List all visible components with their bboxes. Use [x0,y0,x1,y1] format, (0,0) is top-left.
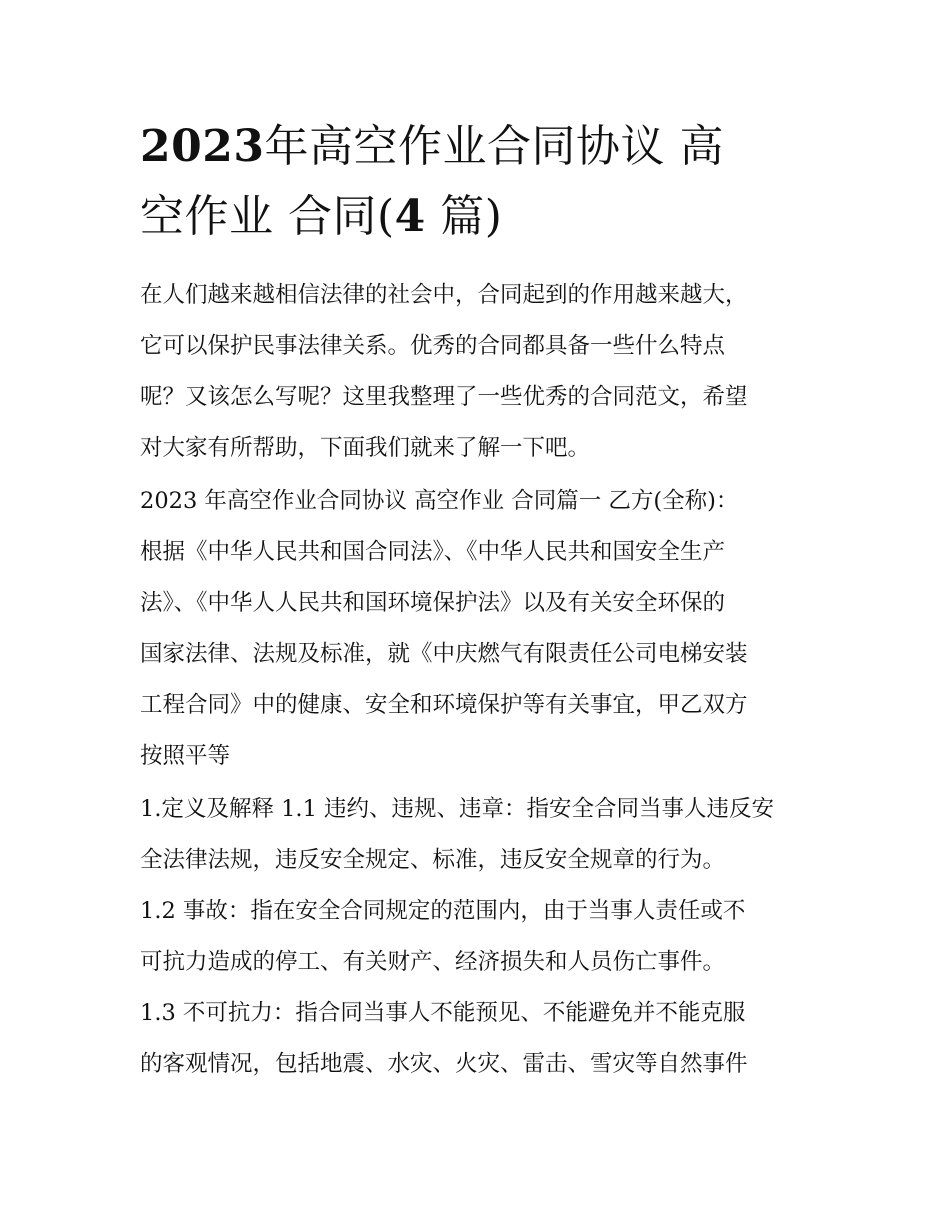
contract-line: 工程合同》中的健康、安全和环境保护等有关事宜，甲乙双方 [140,692,748,718]
title-line-1-text: 年高空作业合同协议 高 [264,121,724,172]
title-year: 2023 [140,121,265,172]
intro-line: 呢？又该怎么写呢？这里我整理了一些优秀的合同范文，希望 [140,384,748,410]
contract-paragraph [140,476,820,782]
document-title [140,112,820,252]
contract-line: 根据《中华人民共和国合同法》、《中华人民共和国安全生产 [140,539,726,565]
definition-line: 可抗力造成的停工、有关财产、经济损失和人员伤亡事件。 [140,949,726,975]
definition-1-1-paragraph [140,784,820,886]
contract-line: 2023 年高空作业合同协议 高空作业 合同篇一 乙方(全称)： [140,488,739,514]
contract-line: 国家法律、法规及标准，就《中庆燃气有限责任公司电梯安装 [140,641,748,667]
definition-line: 的客观情况，包括地震、水灾、火灾、雷击、雪灾等自然事件 [140,1051,748,1077]
contract-line: 法》、《中华人人民共和国环境保护法》以及有关安全环保的 [140,590,726,616]
intro-line: 它可以保护民事法律关系。优秀的合同都具备一些什么特点 [140,333,726,359]
definition-line: 1.2 事故：指在安全合同规定的范围内，由于当事人责任或不 [140,898,746,924]
title-line-2 [140,182,820,252]
definition-line: 1.定义及解释 1.1 违约、违规、违章：指安全合同当事人违反安 [140,796,775,822]
definition-1-3-paragraph [140,988,820,1090]
intro-paragraph [140,270,820,474]
definition-line: 全法律法规，违反安全规定、标准，违反安全规章的行为。 [140,847,726,873]
title-line-2-text-b: 篇) [425,191,503,242]
intro-line: 在人们越来越相信法律的社会中，合同起到的作用越来越大， [140,282,748,308]
title-count: 4 [394,191,426,242]
title-line-1 [140,112,820,182]
contract-line: 按照平等 [140,743,231,769]
title-line-2-text-a: 空作业 合同( [140,191,395,242]
document-page [140,112,820,1090]
definition-line: 1.3 不可抗力：指合同当事人不能预见、不能避免并不能克服 [140,1000,746,1026]
intro-line: 对大家有所帮助，下面我们就来了解一下吧。 [140,435,591,461]
definition-1-2-paragraph [140,886,820,988]
